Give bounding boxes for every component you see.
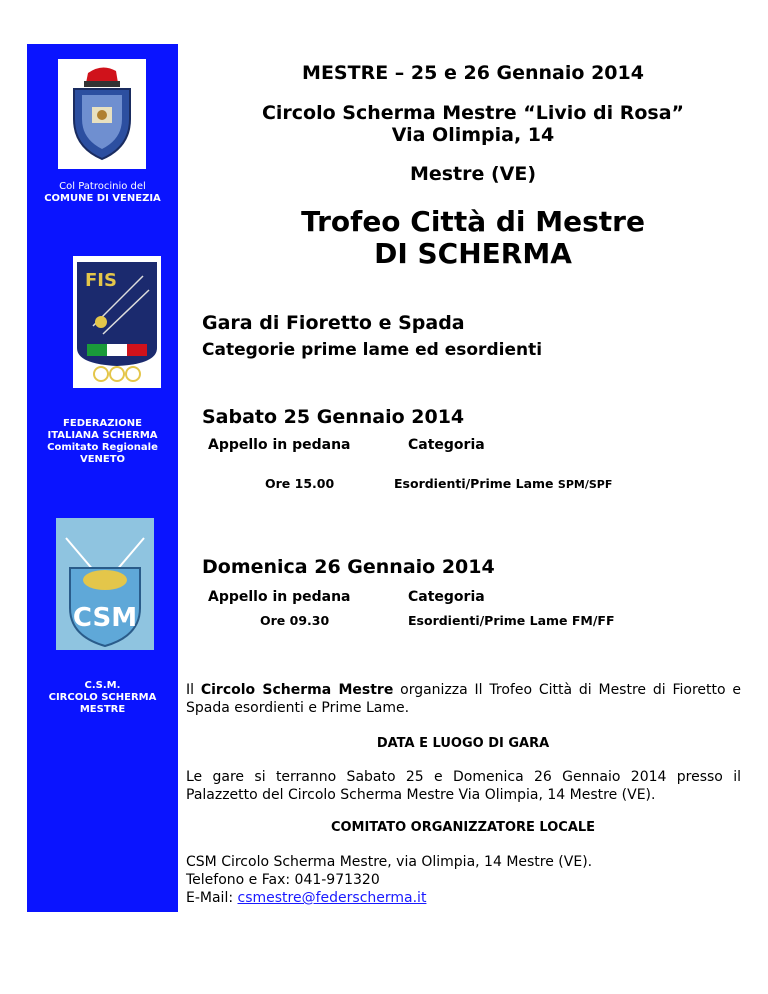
trophy-title-line1: Trofeo Città di Mestre: [301, 205, 645, 238]
csm-logo-text: CSM: [72, 603, 138, 633]
intro-paragraph: [186, 681, 741, 717]
venue-line1: Circolo Scherma Mestre “Livio di Rosa”: [261, 102, 685, 124]
federation-line1: FEDERAZIONE: [63, 418, 142, 429]
committee-email-line: [186, 889, 741, 907]
saturday-time: Ore 15.00: [265, 476, 335, 491]
event-subtitle: Categorie prime lame ed esordienti: [202, 340, 543, 360]
fis-logo: [73, 256, 161, 388]
csm-logo: [56, 518, 154, 650]
committee-line2: Telefono e Fax: 041-971320: [186, 872, 380, 888]
saturday-category: [394, 476, 612, 491]
intro-rest: organizza Il Trofeo Città di Mestre di Fioretto e Spada esordienti e Prime Lame.: [186, 682, 741, 716]
venice-coat-of-arms-logo: [58, 59, 146, 169]
federation-line4: VENETO: [79, 454, 126, 465]
federation-line3: Comitato Regionale: [47, 442, 158, 453]
intro-prefix: Il: [186, 682, 201, 698]
club-line2: CIRCOLO SCHERMA: [48, 692, 157, 703]
federation-line2: ITALIANA SCHERMA: [47, 430, 158, 441]
fis-logo-text: FIS: [85, 270, 117, 291]
intro-bold: Circolo Scherma Mestre: [200, 682, 394, 698]
email-label: E-Mail:: [186, 890, 238, 906]
sunday-title: Domenica 26 Gennaio 2014: [202, 556, 495, 578]
sunday-time: Ore 09.30: [260, 613, 330, 628]
venue-line2: Via Olimpia, 14: [391, 124, 555, 146]
email-link[interactable]: csmestre@federscherma.it: [237, 890, 427, 906]
date-place-heading: DATA E LUOGO DI GARA: [376, 736, 550, 751]
patronage-line1: Col Patrocinio del: [59, 181, 146, 192]
sidebar: [27, 44, 178, 912]
trophy-title-line2: DI SCHERMA: [374, 237, 572, 270]
saturday-title: Sabato 25 Gennaio 2014: [202, 406, 465, 428]
city-line: Mestre (VE): [409, 163, 537, 185]
federation-text: [27, 418, 178, 466]
date-place-text: Le gare si terranno Sabato 25 e Domenica 26 Gennaio 2014 presso il Palazzetto del Circolo Scherma Mestre Via Olimpia, 14 Mestre (VE).: [186, 769, 741, 803]
saturday-category-suffix: SPM/SPF: [557, 478, 613, 491]
sunday-col1-header: Appello in pedana: [208, 589, 351, 605]
event-title: Gara di Fioretto e Spada: [202, 312, 465, 334]
sunday-col2-header: Categoria: [408, 589, 485, 605]
committee-heading: COMITATO ORGANIZZATORE LOCALE: [330, 820, 596, 835]
patronage-text: [27, 181, 178, 205]
club-line1: C.S.M.: [84, 680, 121, 691]
club-text: [27, 680, 178, 716]
saturday-category-main: Esordienti/Prime Lame: [394, 476, 554, 491]
saturday-col1-header: Appello in pedana: [208, 437, 351, 453]
sunday-category: Esordienti/Prime Lame FM/FF: [408, 613, 615, 628]
committee-line1: CSM Circolo Scherma Mestre, via Olimpia, 14 Mestre (VE).: [186, 854, 593, 870]
date-line: MESTRE – 25 e 26 Gennaio 2014: [302, 62, 644, 84]
club-line3: MESTRE: [79, 704, 126, 715]
saturday-col2-header: Categoria: [408, 437, 485, 453]
committee-text: [186, 853, 741, 907]
patronage-line2: COMUNE DI VENEZIA: [44, 193, 161, 204]
